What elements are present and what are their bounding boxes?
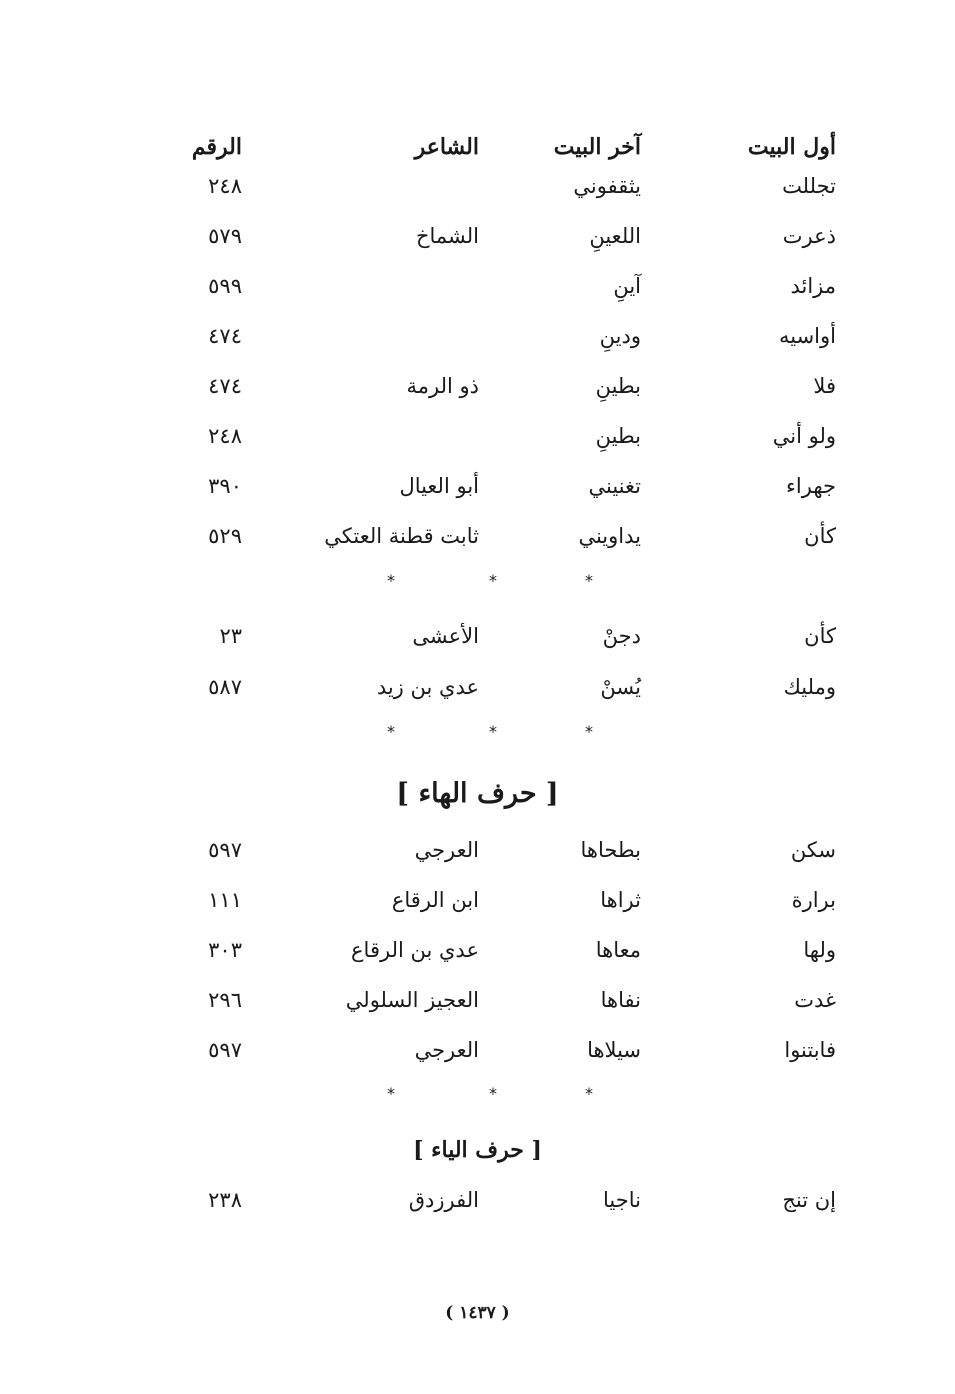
poet-name: ثابت قطنة العتكي <box>324 524 479 548</box>
poet-name: العرجي <box>414 838 479 862</box>
last-verse-word: نفاها <box>600 988 641 1012</box>
reference-number: ٢٤٨ <box>208 174 242 198</box>
reference-number: ٤٧٤ <box>208 324 242 348</box>
section-title-ha: [ حرف الهاء ] <box>396 778 559 809</box>
table-row <box>0 461 955 511</box>
star-separator <box>0 722 955 742</box>
table-row <box>0 611 955 661</box>
table-row <box>0 825 955 875</box>
first-verse-word: كأن <box>804 624 836 648</box>
last-verse-word: آينِ <box>613 274 641 298</box>
separator-star: * <box>489 1084 497 1103</box>
header-first-verse: أول البيت <box>747 134 836 160</box>
section-title-ya: [ حرف الياء ] <box>413 1137 542 1163</box>
star-separator <box>0 571 955 591</box>
reference-number: ٥٢٩ <box>208 524 242 548</box>
reference-number: ٢٤٨ <box>208 424 242 448</box>
reference-number: ٣٩٠ <box>208 474 242 498</box>
last-verse-word: بطحاها <box>580 838 641 862</box>
separator-star: * <box>489 722 497 741</box>
table-row <box>0 662 955 712</box>
poet-name: عدي بن الرقاع <box>351 938 479 962</box>
reference-number: ٢٩٦ <box>208 988 242 1012</box>
last-verse-word: يثقفوني <box>573 174 641 198</box>
poet-name: عدي بن زيد <box>376 675 479 699</box>
last-verse-word: دجنْ <box>602 624 641 648</box>
first-verse-word: سكن <box>790 838 836 862</box>
first-verse-word: فابتنوا <box>784 1038 836 1062</box>
header-number: الرقم <box>191 134 242 160</box>
star-separator <box>0 1084 955 1104</box>
first-verse-word: ولها <box>803 938 836 962</box>
poet-name: العجيز السلولي <box>345 988 479 1012</box>
separator-star: * <box>387 722 395 741</box>
first-verse-word: برارة <box>791 888 836 912</box>
table-row <box>0 261 955 311</box>
table-row <box>0 975 955 1025</box>
table-row <box>0 411 955 461</box>
poet-name: العرجي <box>414 1038 479 1062</box>
poet-name: ذو الرمة <box>406 374 479 398</box>
last-verse-word: بطينِ <box>595 374 641 398</box>
last-verse-word: يداويني <box>578 524 641 548</box>
first-verse-word: جهراء <box>786 474 836 498</box>
table-row <box>0 1025 955 1075</box>
reference-number: ٥٩٧ <box>208 838 242 862</box>
last-verse-word: سيلاها <box>587 1038 641 1062</box>
header-last-verse: آخر البيت <box>553 134 641 160</box>
reference-number: ٥٨٧ <box>208 675 242 699</box>
first-verse-word: ومليك <box>783 675 836 699</box>
first-verse-word: غدت <box>794 988 836 1012</box>
last-verse-word: ناجيا <box>603 1188 641 1212</box>
last-verse-word: يُسنْ <box>600 675 641 699</box>
header-poet: الشاعر <box>414 134 479 160</box>
page-number: ( ١٤٣٧ ) <box>445 1303 510 1323</box>
first-verse-word: إن تنج <box>782 1188 836 1212</box>
first-verse-word: تجللت <box>782 174 836 198</box>
poet-name: الفرزدق <box>408 1188 479 1212</box>
last-verse-word: اللعينِ <box>589 224 641 248</box>
table-row <box>0 875 955 925</box>
reference-number: ٢٣٨ <box>208 1188 242 1212</box>
last-verse-word: ودينِ <box>599 324 641 348</box>
first-verse-word: أواسيه <box>778 324 836 348</box>
table-row <box>0 161 955 211</box>
separator-star: * <box>585 722 593 741</box>
reference-number: ٣٠٣ <box>208 938 242 962</box>
reference-number: ٥٩٩ <box>208 274 242 298</box>
last-verse-word: معاها <box>595 938 641 962</box>
table-row <box>0 1175 955 1225</box>
last-verse-word: ثراها <box>600 888 641 912</box>
last-verse-word: تغنيني <box>588 474 641 498</box>
table-row <box>0 311 955 361</box>
separator-star: * <box>585 1084 593 1103</box>
table-row <box>0 511 955 561</box>
separator-star: * <box>585 571 593 590</box>
last-verse-word: بطينِ <box>595 424 641 448</box>
reference-number: ٥٧٩ <box>208 224 242 248</box>
table-row <box>0 925 955 975</box>
reference-number: ٢٣ <box>219 624 242 648</box>
poet-name: أبو العيال <box>399 474 479 498</box>
first-verse-word: فلا <box>813 374 836 398</box>
poet-name: الشماخ <box>415 224 479 248</box>
table-row <box>0 361 955 411</box>
first-verse-word: مزائد <box>790 274 836 298</box>
reference-number: ١١١ <box>208 888 242 912</box>
reference-number: ٤٧٤ <box>208 374 242 398</box>
table-row <box>0 211 955 261</box>
separator-star: * <box>489 571 497 590</box>
first-verse-word: كأن <box>804 524 836 548</box>
first-verse-word: ولو أني <box>772 424 836 448</box>
reference-number: ٥٩٧ <box>208 1038 242 1062</box>
poet-name: ابن الرقاع <box>391 888 479 912</box>
first-verse-word: ذعرت <box>782 224 836 248</box>
separator-star: * <box>387 1084 395 1103</box>
poet-name: الأعشى <box>412 624 479 648</box>
separator-star: * <box>387 571 395 590</box>
